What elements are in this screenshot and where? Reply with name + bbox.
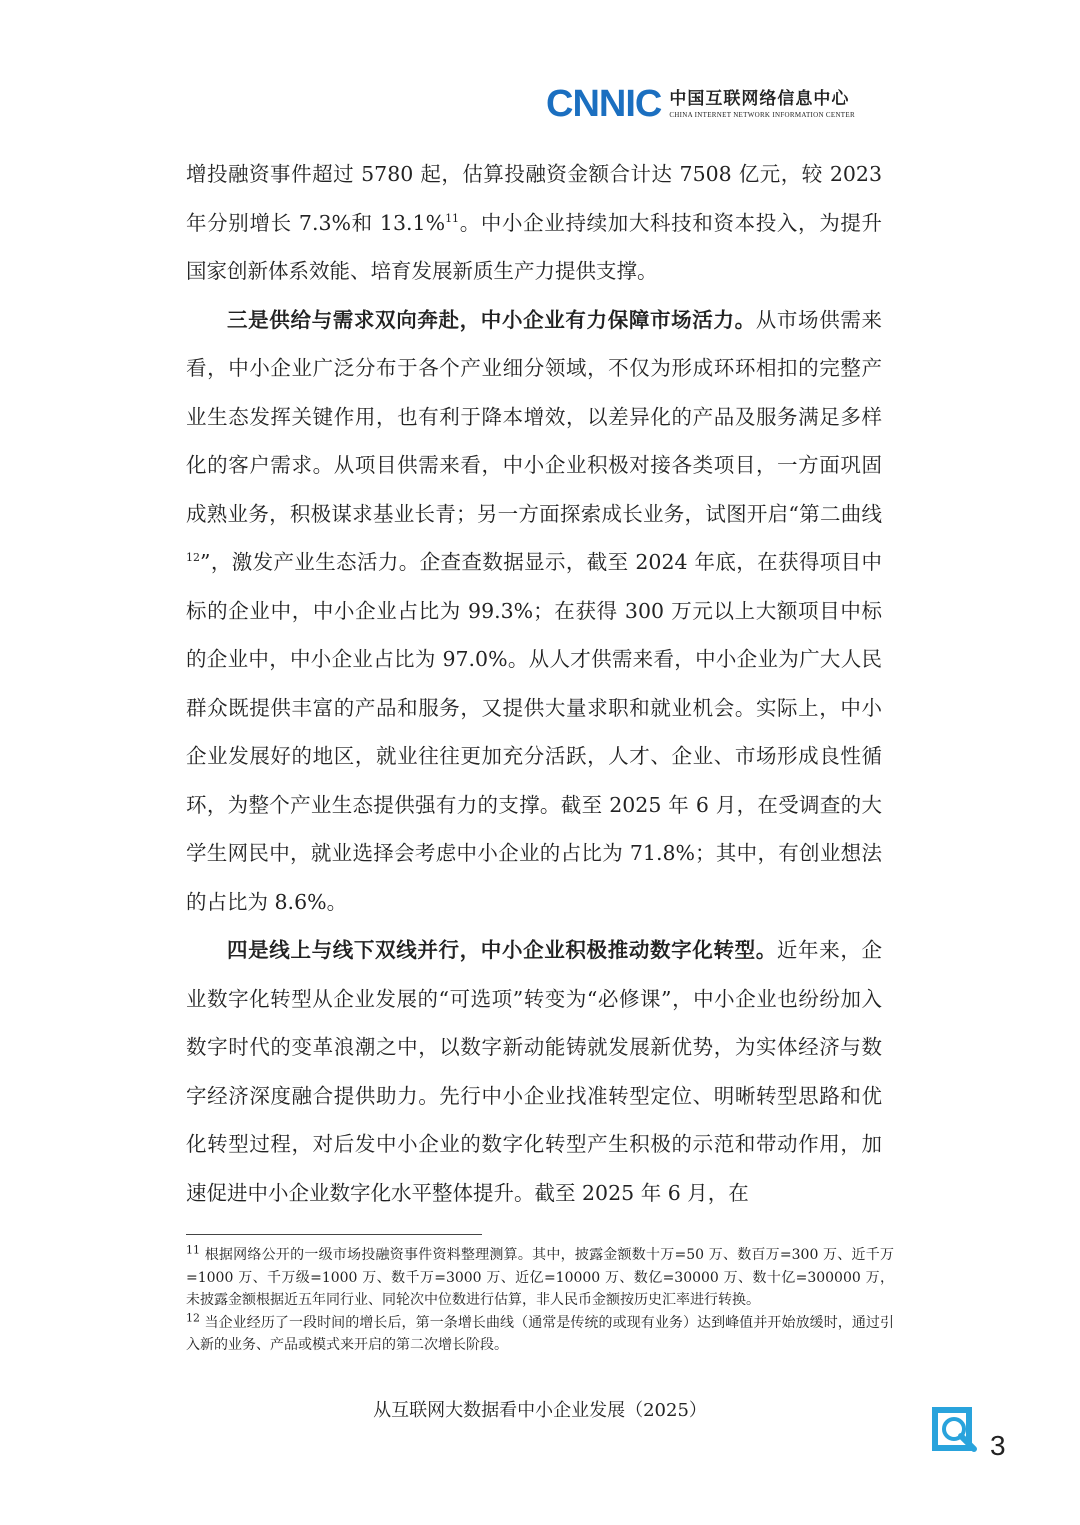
footnote-divider — [186, 1234, 482, 1235]
paragraph-3-text: 近年来，企业数字化转型从企业发展的“可选项”转变为“必修课”，中小企业也纷纷加入数字时代的变革浪潮之中，以数字新动能铸就发展新优势，为实体经济与数字经济深度融合提供助力。先行中小企业找准转型定位、明晰转型思路和优化转型过程，对后发中小企业的数字化转型产生积极的示范和带动作用，加速促进中小企业数字化水平整体提升。截至 2025 年 6 月，在 — [186, 938, 883, 1205]
logo-en: CHINA INTERNET NETWORK INFORMATION CENTER — [669, 111, 855, 119]
paragraph-2-text-b: ”，激发产业生态活力。企查查数据显示，截至 2024 年底，在获得项目中标的企业中，中小企业占比为 99.3%；在获得 300 万元以上大额项目中标的企业中，中小企业占比为 97.0%。从人才供需来看，中小企业为广大人民群众既提供丰富的产品和服务，又提供大量求职和就业机会。实际上，中小企业发展好的地区，就业往往更加充分活跃，人才、企业、市场形成良性循环，为整个产业生态提供强有力的支撑。截至 2025 年 6 月，在受调查的大学生网民中，就业选择会考虑中小企业的占比为 71.8%；其中，有创业想法的占比为 8.6%。 — [186, 550, 882, 914]
paragraph-2-text-a: 从市场供需来看，中小企业广泛分布于各个产业细分领域，不仅为形成环环相扣的完整产业生态发挥关键作用，也有利于降本增效，以差异化的产品及服务满足多样化的客户需求。从项目供需来看，中小企业积极对接各类项目，一方面巩固成熟业务，积极谋求基业长青；另一方面探索成长业务，试图开启“第二曲线 — [186, 307, 882, 526]
footnote-ref-12[interactable]: 12 — [186, 551, 200, 565]
paragraph-2 — [186, 296, 882, 927]
body-text — [186, 150, 882, 1217]
footnote-11 — [186, 1244, 894, 1312]
logo-cn: 中国互联网络信息中心 — [669, 89, 850, 109]
logo-mark: CNNIC — [546, 83, 662, 125]
paragraph-1 — [186, 150, 882, 296]
footnote-ref-11[interactable]: 11 — [445, 211, 460, 225]
paragraph-3-lead: 四是线上与线下双线并行，中小企业积极推动数字化转型。 — [227, 938, 777, 962]
cnnic-logo — [546, 84, 896, 124]
footnotes — [186, 1244, 894, 1357]
footnote-12 — [186, 1312, 894, 1357]
paragraph-1-text-a: 增投融资事件超过 5780 起，估算投融资金额合计达 7508 亿元，较 2023 年分别增长 7.3%和 13.1% — [186, 162, 882, 235]
page-number: 3 — [990, 1430, 1006, 1461]
paragraph-2-lead: 三是供给与需求双向奔赴，中小企业有力保障市场活力。 — [227, 307, 756, 332]
footnote-text: 根据网络公开的一级市场投融资事件资料整理测算。其中，披露金额数十万=50 万、数百万=300 万、近千万=1000 万、千万级=1000 万、数千万=3000 万、近亿=10000 万、数亿=30000 万、数十亿=300000 万，未披露金额根据近五年同行业、同轮次中位数进行估算，非人民币金额按历史汇率进行转换。 — [186, 1247, 894, 1308]
paragraph-1-text-b: 。中小企业持续加大科技和资本投入，为提升国家创新体系效能、培育发展新质生产力提供支撑。 — [186, 210, 882, 283]
footnote-number: 12 — [186, 1310, 200, 1324]
footer-title: 从互联网大数据看中小企业发展（2025） — [373, 1400, 707, 1421]
footnote-text: 当企业经历了一段时间的增长后，第一条增长曲线（通常是传统的或现有业务）达到峰值并开始放缓时，通过引入新的业务、产品或模式来开启的第二次增长阶段。 — [186, 1314, 895, 1353]
footnote-number: 11 — [186, 1243, 200, 1257]
logo-text — [669, 88, 855, 120]
search-report-icon — [930, 1405, 982, 1457]
paragraph-3 — [186, 926, 882, 1217]
